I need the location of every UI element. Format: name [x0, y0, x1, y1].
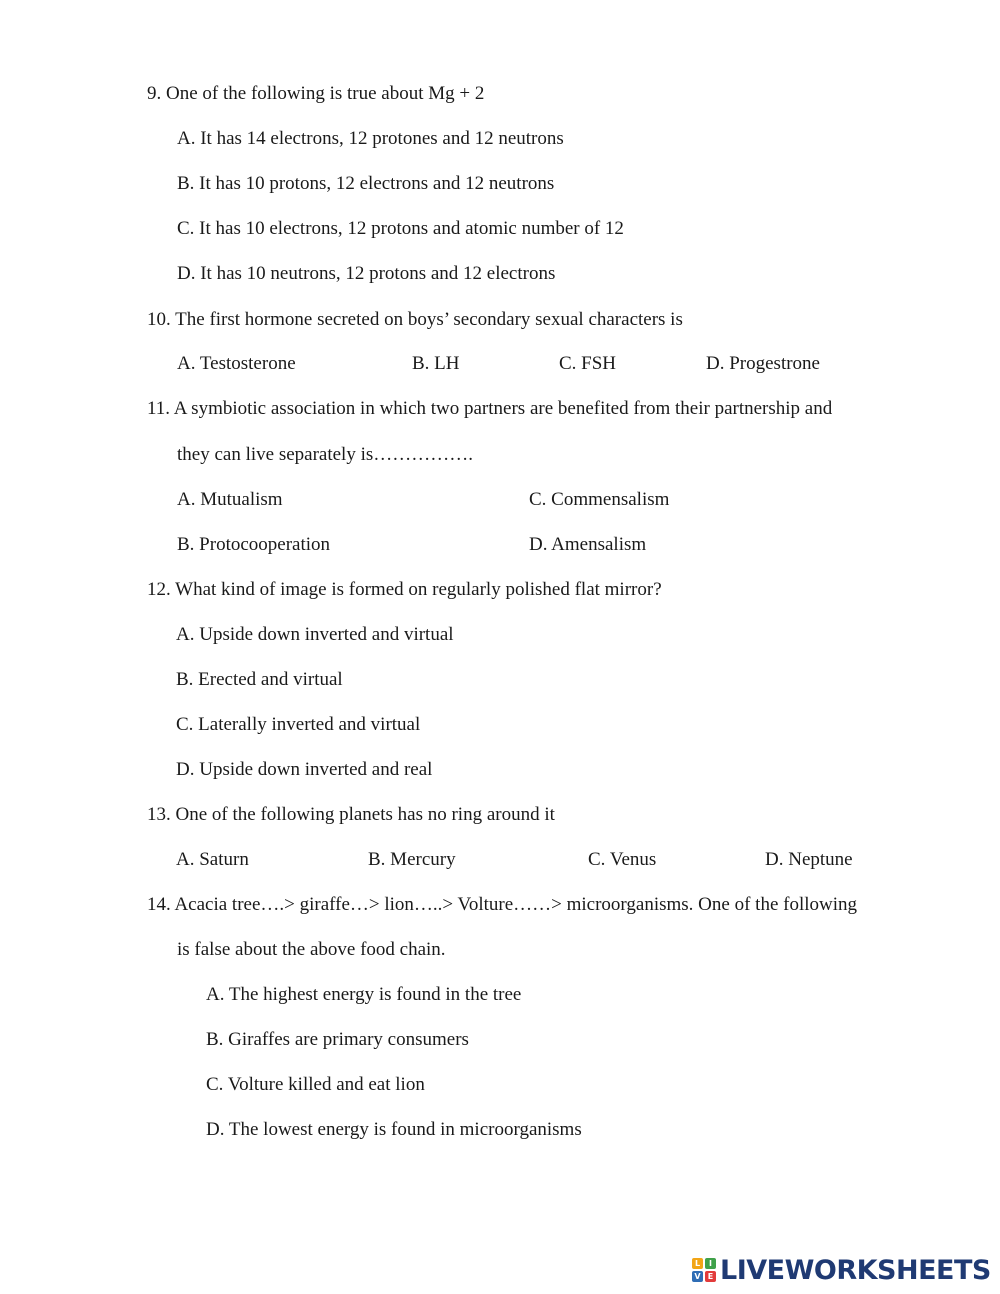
- liveworksheets-logo: [692, 1253, 991, 1287]
- question-10-option-b: B. LH: [412, 353, 460, 374]
- question-11-stem-line-2: they can live separately is…………….: [177, 444, 474, 465]
- question-13-option-c: C. Venus: [588, 849, 657, 870]
- question-10-stem: 10. The first hormone secreted on boys’ secondary sexual characters is: [147, 309, 683, 330]
- question-13-option-b: B. Mercury: [368, 849, 456, 870]
- question-14-option-a: A. The highest energy is found in the tree: [206, 984, 522, 1005]
- question-12-option-d: D. Upside down inverted and real: [176, 759, 433, 780]
- question-14-option-d: D. The lowest energy is found in microorganisms: [206, 1119, 582, 1140]
- question-9-option-d: D. It has 10 neutrons, 12 protons and 12 electrons: [177, 263, 556, 284]
- question-12-option-a: A. Upside down inverted and virtual: [176, 624, 454, 645]
- liveworksheets-logo-mark-icon: [692, 1258, 716, 1282]
- logo-mark-tile: I: [705, 1258, 716, 1269]
- question-14-stem-line-2: is false about the above food chain.: [177, 939, 446, 960]
- question-12-option-b: B. Erected and virtual: [176, 669, 343, 690]
- question-9-option-c: C. It has 10 electrons, 12 protons and atomic number of 12: [177, 218, 624, 239]
- question-10-option-d: D. Progestrone: [706, 353, 820, 374]
- logo-mark-tile: L: [692, 1258, 703, 1269]
- question-10-option-c: C. FSH: [559, 353, 617, 374]
- question-11-option-b: B. Protocooperation: [177, 534, 331, 555]
- question-11-option-a: A. Mutualism: [177, 489, 283, 510]
- question-13-option-a: A. Saturn: [176, 849, 249, 870]
- question-11-option-d: D. Amensalism: [529, 534, 647, 555]
- question-14-option-b: B. Giraffes are primary consumers: [206, 1029, 469, 1050]
- question-11-option-c: C. Commensalism: [529, 489, 670, 510]
- question-9-stem: 9. One of the following is true about Mg + 2: [147, 83, 485, 104]
- question-10-option-a: A. Testosterone: [177, 353, 296, 374]
- question-14-stem-line-1: 14. Acacia tree….> giraffe…> lion…..> Volture……> microorganisms. One of the following: [147, 894, 858, 915]
- question-11-stem-line-1: 11. A symbiotic association in which two partners are benefited from their partnership and: [147, 398, 833, 419]
- question-14-option-c: C. Volture killed and eat lion: [206, 1074, 425, 1095]
- question-13-option-d: D. Neptune: [765, 849, 853, 870]
- logo-mark-tile: V: [692, 1271, 703, 1282]
- question-13-stem: 13. One of the following planets has no ring around it: [147, 804, 555, 825]
- question-12-stem: 12. What kind of image is formed on regularly polished flat mirror?: [147, 579, 662, 600]
- logo-mark-tile: E: [705, 1271, 716, 1282]
- question-9-option-a: A. It has 14 electrons, 12 protones and 12 neutrons: [177, 128, 564, 149]
- question-9-option-b: B. It has 10 protons, 12 electrons and 12 neutrons: [177, 173, 555, 194]
- question-12-option-c: C. Laterally inverted and virtual: [176, 714, 421, 735]
- liveworksheets-logo-text: LIVEWORKSHEETS: [720, 1254, 991, 1286]
